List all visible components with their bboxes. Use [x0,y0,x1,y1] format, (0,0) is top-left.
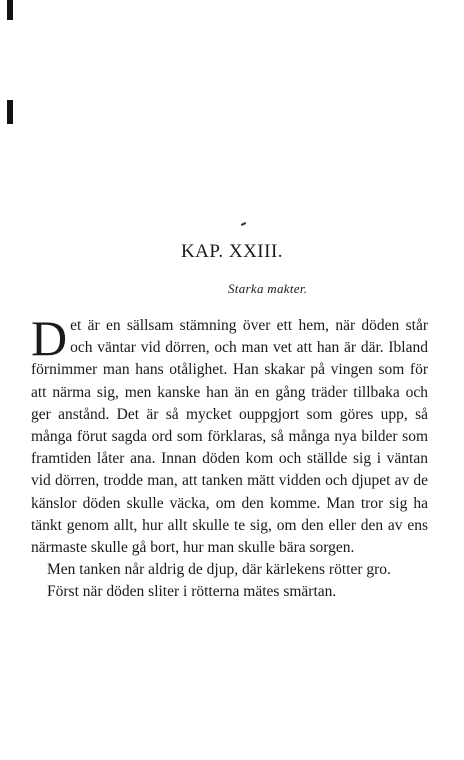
scan-mark-top [7,0,13,20]
chapter-title: KAP. XXIII. [180,241,284,262]
ink-speck [241,222,246,226]
paragraph-1 [31,310,428,559]
body-text [31,310,428,604]
drop-cap: D [31,310,68,366]
paragraph-2: Men tanken når aldrig de djup, där kärlekens rötter gro. [47,561,391,579]
chapter-subtitle: Starka makter. [228,281,308,296]
paragraph-1-text: et är en sällsam stämning över ett hem, när döden står och väntar vid dörren, och man vet att han är där. Ibland förnimmer man hans otålighet. Han skakar på vingen som för att närma sig, men kanske han än en gång träder tillbaka och ger anstånd. Det är så mycket ouppgjort som göres upp, så många förut sagda ord som förklaras, så många nya bilder som framtiden låter ana. Innan döden kom och ställde sig i väntan vid dörren, trodde man, att tanken mätt vidden och djupet av de känslor döden skulle väcka, om den komme. Man tror sig ha tänkt genom allt, hur allt skulle te sig, om den eller den av ens närmaste skulle gå bort, hur man skulle bära sorgen. [31,317,428,557]
paragraph-3: Först när döden sliter i rötterna mätes smärtan. [47,583,337,601]
scan-mark-middle [7,100,13,124]
